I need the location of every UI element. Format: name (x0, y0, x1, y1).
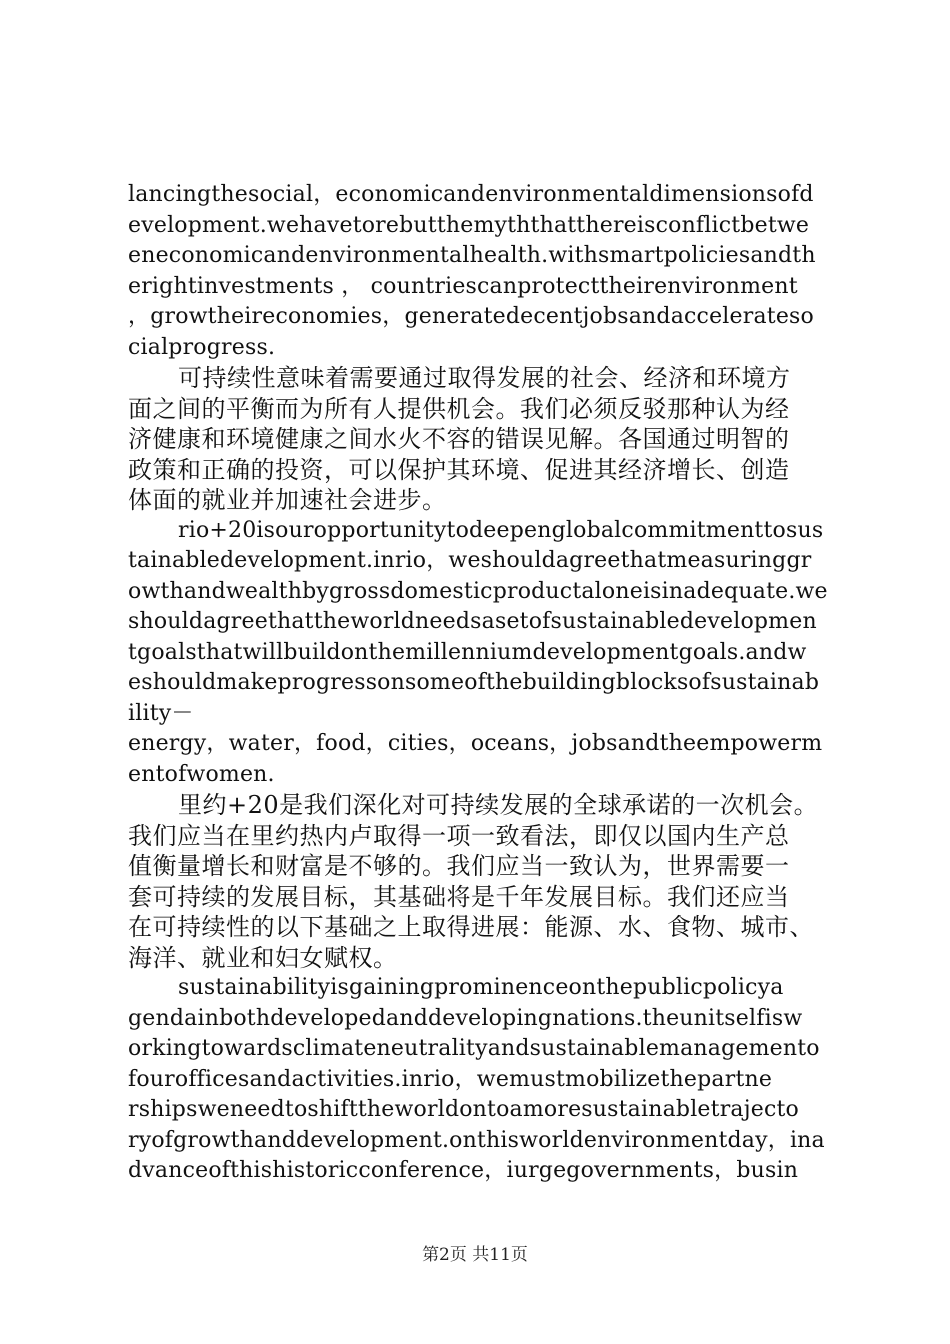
text-line: cialprogress. (128, 334, 276, 360)
text-line: 政策和正确的投资，可以保护其环境、促进其经济增长、创造 (128, 455, 790, 484)
text-line: owthandwealthbygrossdomesticproductaloneisinadequate.we (128, 578, 828, 604)
document-body (128, 180, 838, 1187)
text-line: ility－ (128, 700, 194, 726)
text-line: sustainabilityisgainingprominenceonthepublicpolicya (178, 975, 784, 1000)
text-line: shouldagreethattheworldneedsasetofsustainabledevelopmen (128, 609, 817, 634)
text-line: ，growtheireconomies，generatedecentjobsandacceleratesо (128, 304, 814, 329)
text-line: gendainbothdevelopedanddevelopingnations.theunitselfisw (128, 1005, 803, 1031)
text-line: 套可持续的发展目标，其基础将是千年发展目标。我们还应当 (128, 882, 790, 911)
text-line: tainabledevelopment.inrio，weshouldagreethatmeasuringgr (128, 548, 812, 573)
text-line: dvanceofthishistoricconference，iurgegovernments，busin (128, 1158, 799, 1183)
text-line: tgoalsthatwillbuildonthemillenniumdevelopmentgoals.andw (128, 639, 807, 665)
text-line: 济健康和环境健康之间水火不容的错误见解。各国通过明智的 (128, 425, 790, 453)
text-line: 里约+20是我们深化对可持续发展的全球承诺的一次机会。 (178, 791, 819, 819)
text-line: entofwomen. (128, 761, 275, 787)
text-line: energy，water，food，cities，oceans，jobsandtheempowerm (128, 731, 823, 756)
text-line: orkingtowardsclimateneutralityandsustainablemanagemento (128, 1036, 820, 1061)
text-line: eshouldmakeprogressonsomeofthebuildingblocksofsustainab (128, 670, 820, 695)
page-footer: 第2页 共11页 (422, 1245, 528, 1265)
text-line: lancingthesocial，economicandenvironmentaldimensionsofd (128, 182, 814, 207)
text-line: 可持续性意味着需要通过取得发展的社会、经济和环境方 (178, 364, 791, 392)
text-line: eneconomicandenvironmentalhealth.withsmartpoliciesandth (128, 243, 816, 268)
text-line: ryofgrowthanddevelopment.onthisworldenvironmentday，ina (128, 1127, 825, 1153)
text-line: 面之间的平衡而为所有人提供机会。我们必须反驳那种认为经 (128, 394, 790, 423)
text-line: rio+20isouropportunitytodeepenglobalcommitmenttosus (178, 517, 824, 543)
text-line: fourofficesandactivities.inrio，wemustmobilizethepartne (128, 1066, 773, 1092)
text-line: 值衡量增长和财富是不够的。我们应当一致认为，世界需要一 (128, 852, 790, 880)
text-line: 在可持续性的以下基础之上取得进展：能源、水、食物、城市、 (128, 913, 814, 941)
text-line: 体面的就业并加速社会进步。 (128, 486, 447, 514)
text-line: 海洋、就业和妇女赋权。 (128, 943, 398, 972)
text-line: 我们应当在里约热内卢取得一项一致看法，即仅以国内生产总 (128, 821, 790, 850)
text-line: erightinvestments ， countriescanprotecttheirenvironment (128, 273, 798, 299)
text-line: evelopment.wehavetorebutthemyththatthereisconflictbetwe (128, 212, 810, 238)
text-line: rshipsweneedtoshifttheworldontoamoresustainabletrajecto (128, 1097, 799, 1122)
